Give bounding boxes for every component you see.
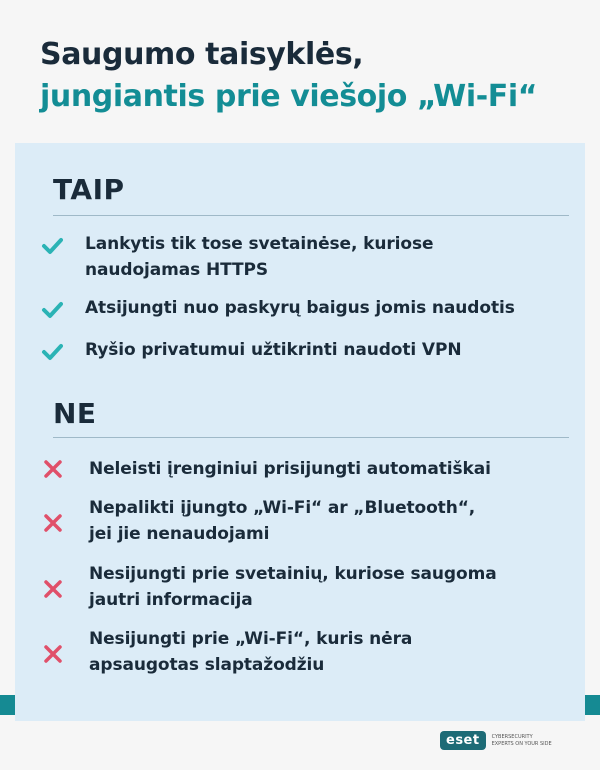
no-item-line: Nesijungti prie „Wi-Fi“, kuris nėra: [89, 629, 413, 649]
check-icon: [41, 235, 63, 257]
yes-heading: TAIP: [53, 173, 125, 206]
yes-item-line: Ryšio privatumui užtikrinti naudoti VPN: [85, 340, 462, 360]
yes-item-line: naudojamas HTTPS: [85, 260, 268, 280]
logo-brand: eset: [440, 731, 486, 750]
check-icon: [41, 341, 63, 363]
no-item-line: Nepalikti įjungto „Wi-Fi“ ar „Bluetooth“,: [89, 498, 476, 518]
logo-tagline: [492, 734, 582, 748]
logo-tagline-1: CYBERSECURITY: [491, 733, 533, 740]
title-line-2: jungiantis prie viešojo „Wi-Fi“: [40, 79, 538, 114]
check-icon: [41, 299, 63, 321]
eset-logo: [440, 730, 582, 750]
no-item-line: Nesijungti prie svetainių, kuriose saugoma: [89, 564, 497, 584]
no-item-line: jei jie nenaudojami: [89, 524, 270, 544]
yes-item-line: Atsijungti nuo paskyrų baigus jomis naudotis: [85, 298, 515, 318]
no-item-line: Neleisti įrenginiui prisijungti automatiškai: [89, 459, 491, 479]
no-divider: [53, 437, 569, 438]
x-icon: [42, 578, 64, 600]
yes-item-line: Lankytis tik tose svetainėse, kuriose: [85, 234, 434, 254]
no-item-line: apsaugotas slaptažodžiu: [89, 655, 325, 675]
no-item-line: jautri informacija: [89, 590, 253, 610]
title-line-1: Saugumo taisyklės,: [40, 37, 364, 72]
x-icon: [42, 643, 64, 665]
yes-divider: [53, 215, 569, 216]
rules-card: [15, 143, 585, 721]
logo-tagline-2: EXPERTS ON YOUR SIDE: [491, 740, 552, 747]
x-icon: [42, 512, 64, 534]
x-icon: [42, 458, 64, 480]
no-heading: NE: [53, 397, 97, 430]
page-title: [40, 34, 580, 118]
